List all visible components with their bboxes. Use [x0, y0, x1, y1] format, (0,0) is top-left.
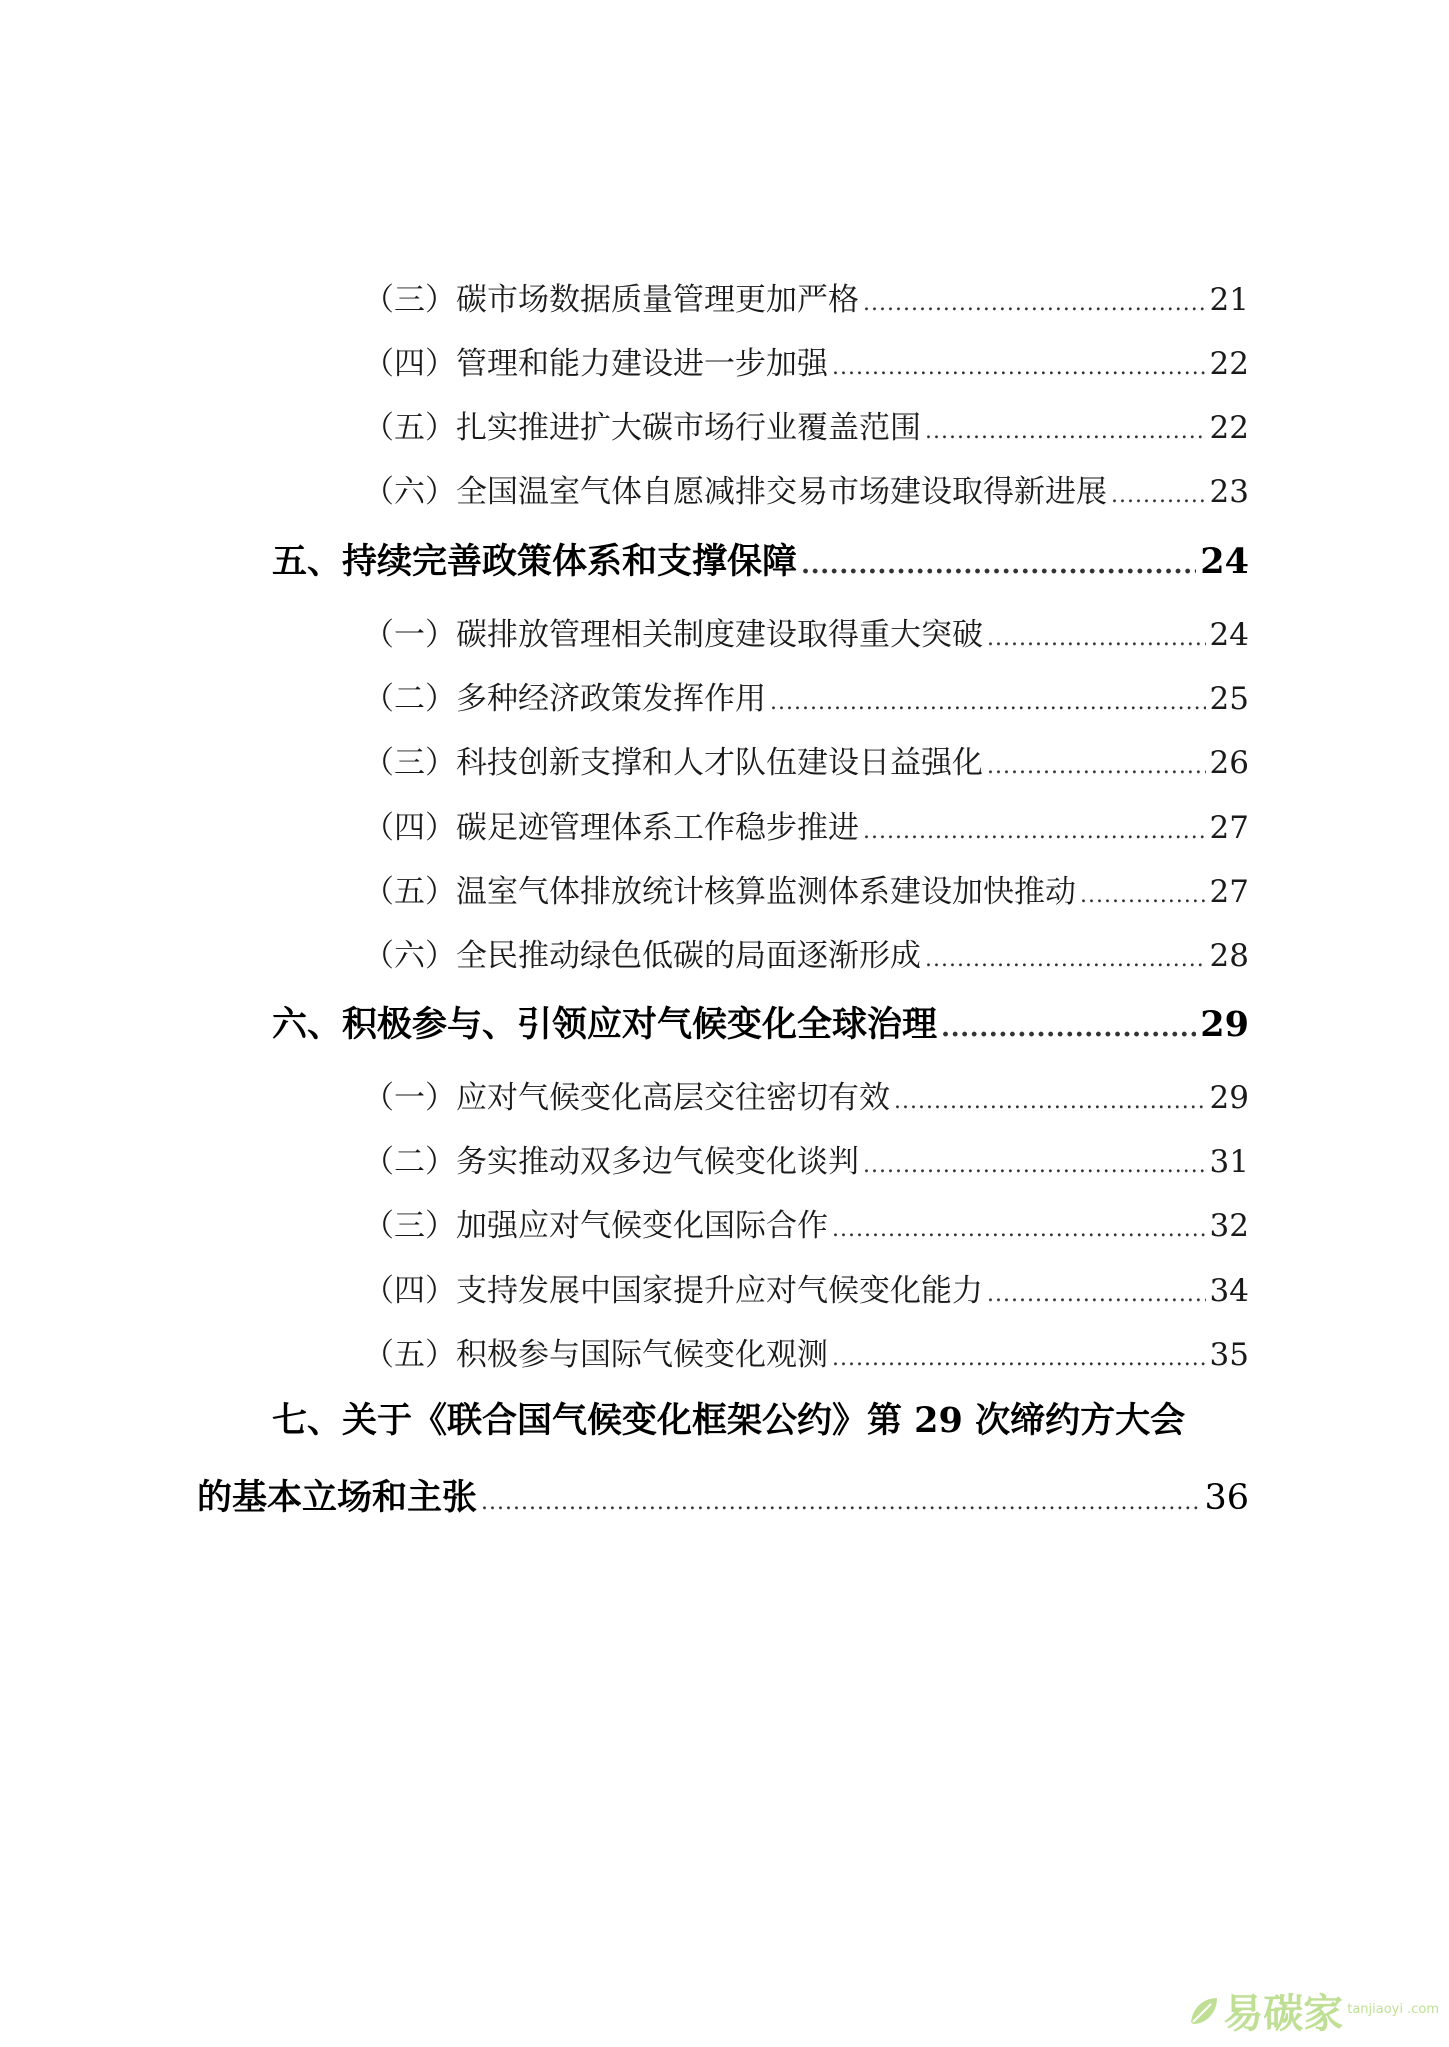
toc-entry[interactable] [363, 1072, 1249, 1117]
toc-entry-title: （五）温室气体排放统计核算监测体系建设加快推动 [363, 874, 1076, 910]
toc-entry-title: （二）多种经济政策发挥作用 [363, 681, 766, 717]
toc-page-number: 29 [1209, 1080, 1249, 1116]
toc-entry[interactable] [363, 1329, 1249, 1374]
toc-section-entry[interactable] [197, 1470, 1249, 1520]
toc-dot-leader [1080, 883, 1206, 908]
toc-page-number: 35 [1209, 1337, 1249, 1373]
toc-page-number: 31 [1209, 1144, 1249, 1180]
toc-page-number: 22 [1209, 410, 1249, 446]
toc-dot-leader [832, 355, 1206, 380]
toc-page-number: 24 [1200, 541, 1249, 582]
toc-entry-title: （三）碳市场数据质量管理更加严格 [363, 282, 859, 318]
toc-dot-leader [925, 419, 1206, 444]
toc-page-number: 27 [1209, 874, 1249, 910]
toc-dot-leader [941, 1013, 1196, 1043]
toc-section-title: 六、积极参与、引领应对气候变化全球治理 [272, 1004, 938, 1045]
toc-page-number: 23 [1209, 474, 1249, 510]
toc-entry[interactable] [363, 673, 1249, 718]
toc-dot-leader [770, 690, 1206, 715]
toc-section-title-line1[interactable]: 七、关于《联合国气候变化框架公约》第 29 次缔约方大会 [272, 1400, 1186, 1441]
toc-entry-title: （四）支持发展中国家提升应对气候变化能力 [363, 1273, 983, 1309]
toc-dot-leader [894, 1089, 1206, 1114]
toc-page-number: 29 [1200, 1004, 1249, 1045]
toc-dot-leader [925, 947, 1206, 972]
toc-entry-title: （六）全民推动绿色低碳的局面逐渐形成 [363, 938, 921, 974]
toc-entry-title: （五）积极参与国际气候变化观测 [363, 1337, 828, 1373]
toc-entry[interactable] [363, 866, 1249, 911]
watermark-text: 易碳家 [1223, 1991, 1344, 2037]
toc-entry[interactable] [363, 1265, 1249, 1310]
toc-page-number: 21 [1209, 282, 1249, 318]
toc-entry[interactable] [363, 402, 1249, 447]
toc-dot-leader [1111, 483, 1206, 508]
toc-entry-title: （四）碳足迹管理体系工作稳步推进 [363, 810, 859, 846]
watermark-domain: tanjiaoyi .com [1347, 2002, 1439, 2018]
toc-page-number: 28 [1209, 938, 1249, 974]
toc-page-number: 25 [1209, 681, 1249, 717]
toc-entry-title: （一）碳排放管理相关制度建设取得重大突破 [363, 617, 983, 653]
toc-entry[interactable] [363, 802, 1249, 847]
toc-dot-leader [481, 1490, 1200, 1515]
toc-entry-title: （六）全国温室气体自愿减排交易市场建设取得新进展 [363, 474, 1107, 510]
toc-page-number: 32 [1209, 1208, 1249, 1244]
toc-dot-leader [801, 550, 1196, 580]
toc-entry[interactable] [363, 1136, 1249, 1181]
toc-dot-leader [863, 1153, 1206, 1178]
toc-entry[interactable] [363, 274, 1249, 319]
toc-entry-title: （二）务实推动双多边气候变化谈判 [363, 1144, 859, 1180]
toc-dot-leader [987, 754, 1206, 779]
toc-dot-leader [987, 1282, 1206, 1307]
toc-page-number: 26 [1209, 745, 1249, 781]
watermark-logo [1187, 1982, 1439, 2039]
toc-entry-title: （五）扎实推进扩大碳市场行业覆盖范围 [363, 410, 921, 446]
toc-dot-leader [987, 626, 1206, 651]
toc-page-number: 22 [1209, 346, 1249, 382]
toc-entry[interactable] [363, 338, 1249, 383]
toc-section-entry[interactable] [272, 534, 1249, 584]
toc-dot-leader [863, 291, 1206, 316]
toc-dot-leader [863, 819, 1206, 844]
leaf-icon [1187, 1994, 1221, 2028]
toc-page-number: 24 [1209, 617, 1249, 653]
toc-entry[interactable] [363, 930, 1249, 975]
toc-entry-title: （四）管理和能力建设进一步加强 [363, 346, 828, 382]
toc-section-title: 五、持续完善政策体系和支撑保障 [272, 541, 798, 582]
toc-entry[interactable] [363, 1200, 1249, 1245]
toc-entry-title: （三）科技创新支撑和人才队伍建设日益强化 [363, 745, 983, 781]
toc-dot-leader [832, 1346, 1206, 1371]
toc-entry-title: （一）应对气候变化高层交往密切有效 [363, 1080, 890, 1116]
toc-entry[interactable] [363, 609, 1249, 654]
toc-page-number: 36 [1204, 1478, 1249, 1518]
toc-dot-leader [832, 1217, 1206, 1242]
toc-entry-title: （三）加强应对气候变化国际合作 [363, 1208, 828, 1244]
toc-section-entry[interactable] [272, 997, 1249, 1047]
toc-section-title-line2: 的基本立场和主张 [197, 1477, 478, 1518]
toc-page-number: 27 [1209, 810, 1249, 846]
toc-entry[interactable] [363, 466, 1249, 511]
toc-page-number: 34 [1209, 1273, 1249, 1309]
toc-entry[interactable] [363, 737, 1249, 782]
